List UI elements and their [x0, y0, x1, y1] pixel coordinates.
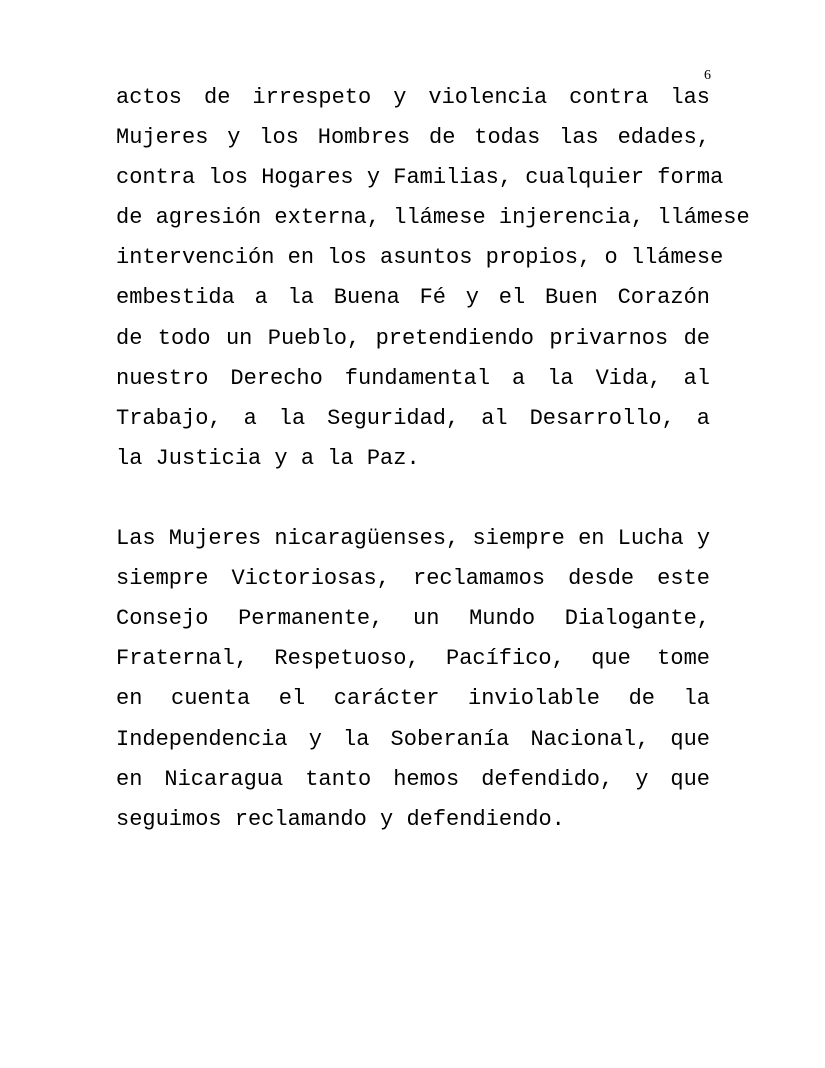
text-line: seguimos reclamando y defendiendo. [116, 806, 565, 832]
paragraph-2 [116, 519, 710, 840]
text-line: nuestro Derecho fundamental a la Vida, al [116, 365, 710, 391]
document-body [116, 78, 750, 840]
text-line: en cuenta el carácter inviolable de la [116, 686, 710, 712]
text-line: en Nicaragua tanto hemos defendido, y que [116, 766, 710, 792]
text-line: contra los Hogares y Familias, cualquier forma [116, 165, 724, 191]
text-line: Consejo Permanente, un Mundo Dialogante, [116, 606, 710, 632]
text-line: Las Mujeres nicaragüenses, siempre en Lucha y [116, 526, 711, 552]
paragraph-1 [116, 78, 750, 479]
text-line: Fraternal, Respetuoso, Pacífico, que tome [116, 646, 710, 672]
text-line: de todo un Pueblo, pretendiendo privarnos de [116, 325, 710, 351]
text-line: intervención en los asuntos propios, o llámese [116, 245, 724, 271]
text-line: Trabajo, a la Seguridad, al Desarrollo, a [116, 405, 710, 431]
text-line: de agresión externa, llámese injerencia, llámese [116, 205, 750, 231]
text-line: Mujeres y los Hombres de todas las edades, [116, 125, 710, 151]
text-line: Independencia y la Soberanía Nacional, que [116, 726, 710, 752]
text-line: siempre Victoriosas, reclamamos desde este [116, 566, 710, 592]
text-line: embestida a la Buena Fé y el Buen Corazón [116, 285, 710, 311]
page-number: 6 [704, 68, 711, 83]
text-line: la Justicia y a la Paz. [116, 445, 420, 471]
text-line: actos de irrespeto y violencia contra las [116, 85, 710, 110]
